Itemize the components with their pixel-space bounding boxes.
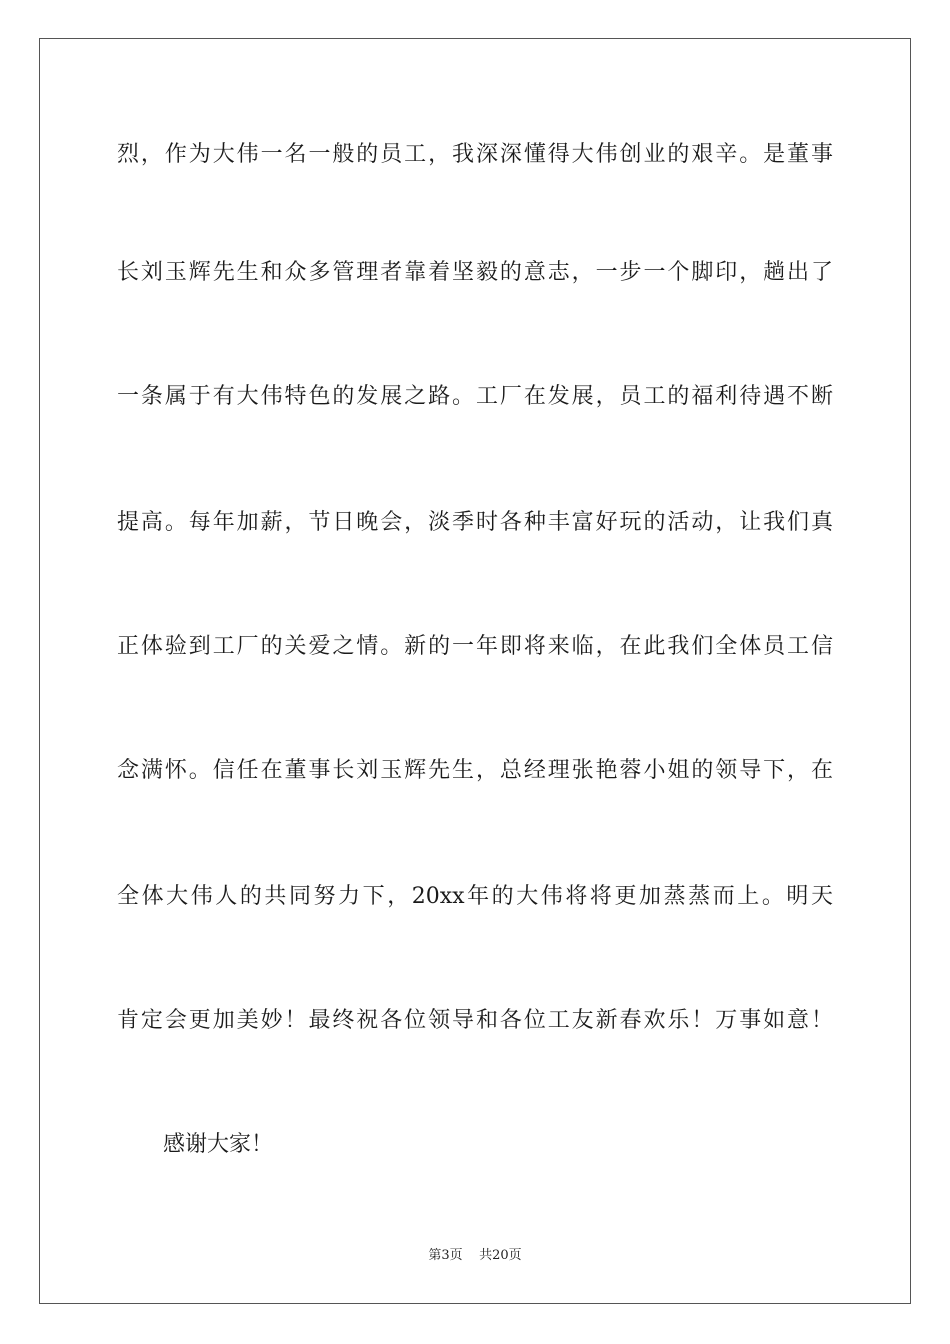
body-line-4: 提高。每年加薪，节日晚会，淡季时各种丰富好玩的活动，让我们真 — [117, 510, 833, 535]
body-line-2: 长刘玉辉先生和众多管理者靠着坚毅的意志，一步一个脚印，趟出了 — [117, 260, 833, 285]
body-line-3: 一条属于有大伟特色的发展之路。工厂在发展，员工的福利待遇不断 — [117, 384, 833, 409]
body-line-5: 正体验到工厂的关爱之情。新的一年即将来临，在此我们全体员工信 — [117, 634, 833, 659]
body-line-8: 肯定会更加美妙！最终祝各位领导和各位工友新春欢乐！万事如意！ — [117, 1008, 833, 1033]
body-line-6: 念满怀。信任在董事长刘玉辉先生，总经理张艳蓉小姐的领导下，在 — [117, 758, 833, 783]
body-line-1: 烈，作为大伟一名一般的员工，我深深懂得大伟创业的艰辛。是董事 — [117, 142, 833, 167]
body-line-7: 全体大伟人的共同努力下，20xx年的大伟将将更加蒸蒸而上。明天 — [117, 884, 833, 909]
page-total: 共20页 — [479, 1248, 522, 1263]
closing-line: 感谢大家！ — [163, 1132, 274, 1157]
page-number: 第3页 — [428, 1248, 463, 1263]
page-footer — [0, 1247, 950, 1265]
page-border — [39, 38, 911, 1304]
